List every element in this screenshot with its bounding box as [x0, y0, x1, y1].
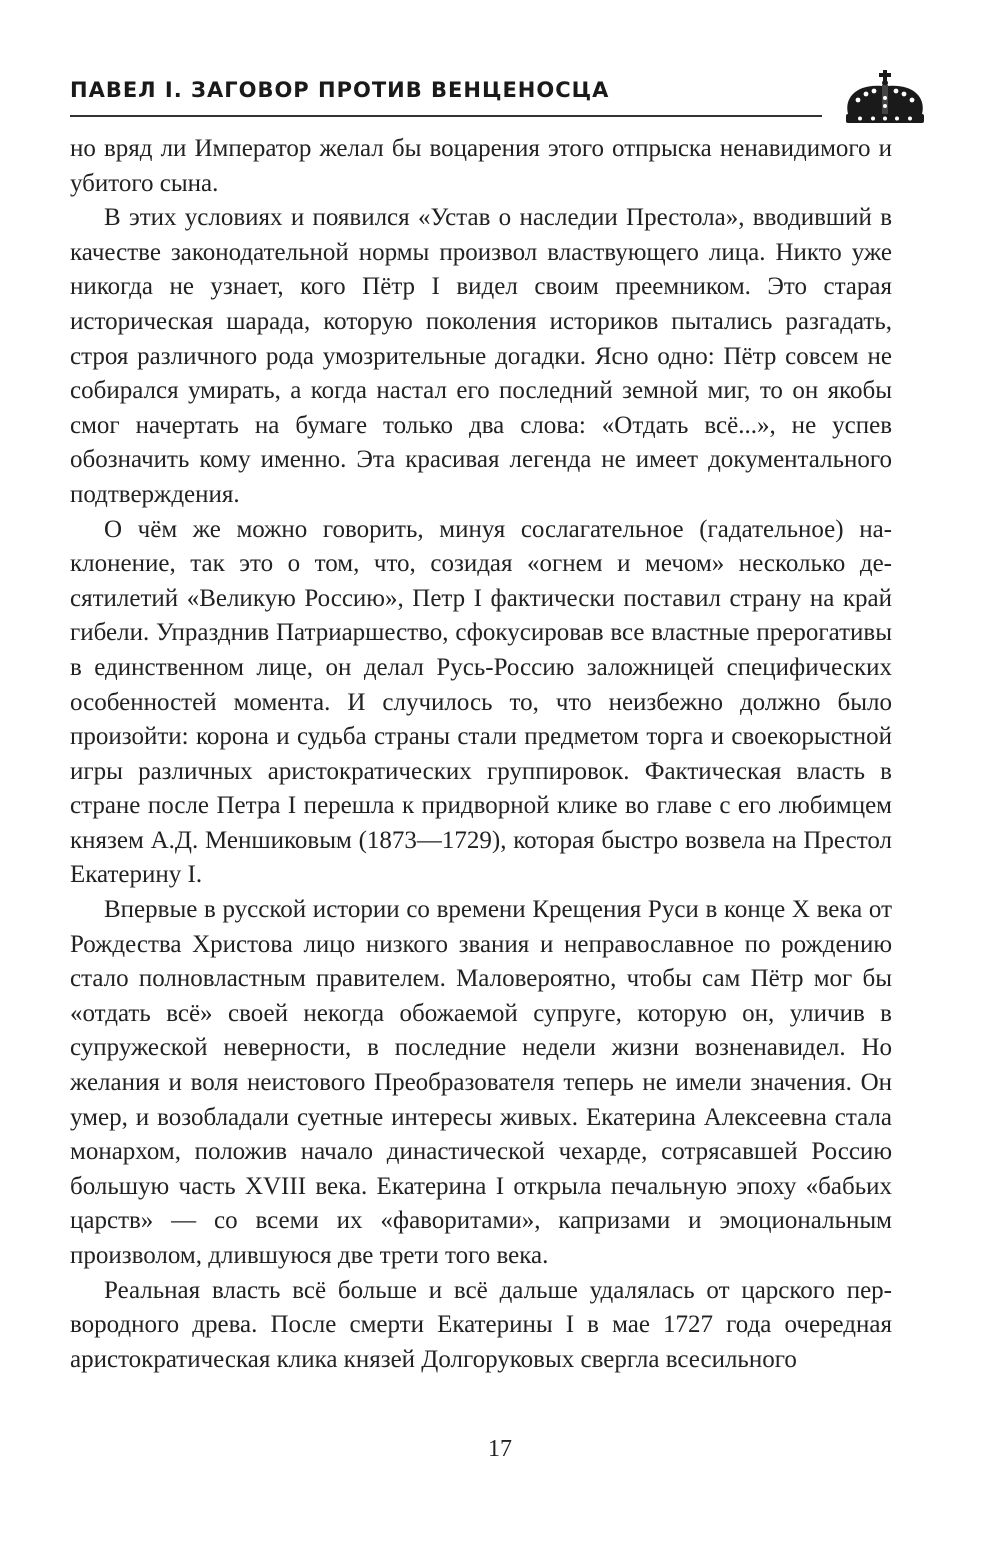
- running-head: [70, 70, 930, 130]
- paragraph-5: Реальная власть всё больше и всё дальше удалялась от царского первородного древа. После смерти Екатерины I в мае 1727 года очередная аристократическая клика князей Долгоруковых свергла всесильного: [70, 1276, 892, 1373]
- paragraph-2: В этих условиях и появился «Устав о наследии Престола», вводивший в качестве законодательной нормы произвол властвующего лица. Никто уже никогда не узнает, кого Пётр I видел своим преемником. Это старая историческая шарада, которую поколения историков пытались разгадать, строя различного рода умозрительные догадки. Ясно одно: Пётр совсем не собирался умирать, а когда настал его последний земной миг, то он якобы смог начертать на бумаге только два слова: «Отдать всё...», не успев обозначить кому именно. Эта красивая легенда не имеет документального подтверждения.: [70, 204, 892, 508]
- paragraph-3: О чём же можно говорить, минуя сослагательное (гадательное) наклонение, так это о том, что, созидая «огнем и мечом» несколько десятилетий «Великую Россию», Петр I фактически поставил страну на край гибели. Упразднив Патриаршество, сфокусировав все властные прерогативы в единственном лице, он делал Русь-Россию заложницей специфических особенностей момента. И случилось то, что неизбежно должно было произойти: корона и судьба страны стали предметом торга и своекорыстной игры различных аристократических группировок. Фактическая власть в стране после Петра I перешла к придворной клике во главе с его любимцем князем А.Д. Меншиковым (1873—1729), которая быстро возвела на Престол Екатерину I.: [70, 515, 892, 889]
- running-title: ПАВЕЛ I. ЗАГОВОР ПРОТИВ ВЕНЦЕНОСЦА: [70, 78, 610, 102]
- paragraph-1: но вряд ли Император желал бы воцарения этого отпрыска ненавидимого и убитого сына.: [70, 135, 892, 197]
- body-text: [70, 132, 892, 1377]
- paragraph-4: Впервые в русской истории со времени Крещения Руси в конце X века от Рождества Христова лицо низкого звания и неправославное по рождению стало полновластным правителем. Маловероятно, чтобы сам Пётр мог бы «отдать всё» своей некогда обожаемой супруге, которую он, уличив в супружеской неверности, в последние недели жизни возненавидел. Но желания и воля неистового Преобразователя теперь не имели значения. Он умер, и возобладали суетные интересы живых. Екатерина Алексеевна стала монархом, положив начало династической чехарде, сотрясавшей Россию большую часть XVIII века. Екатерина I открыла печальную эпоху «бабьих царств» — со всеми их «фаворитами», капризами и эмоциональным произволом, длившуюся две трети того века.: [70, 896, 892, 1269]
- header-rule: [70, 115, 822, 117]
- crown-icon: [840, 70, 930, 128]
- page-number: 17: [488, 1436, 512, 1462]
